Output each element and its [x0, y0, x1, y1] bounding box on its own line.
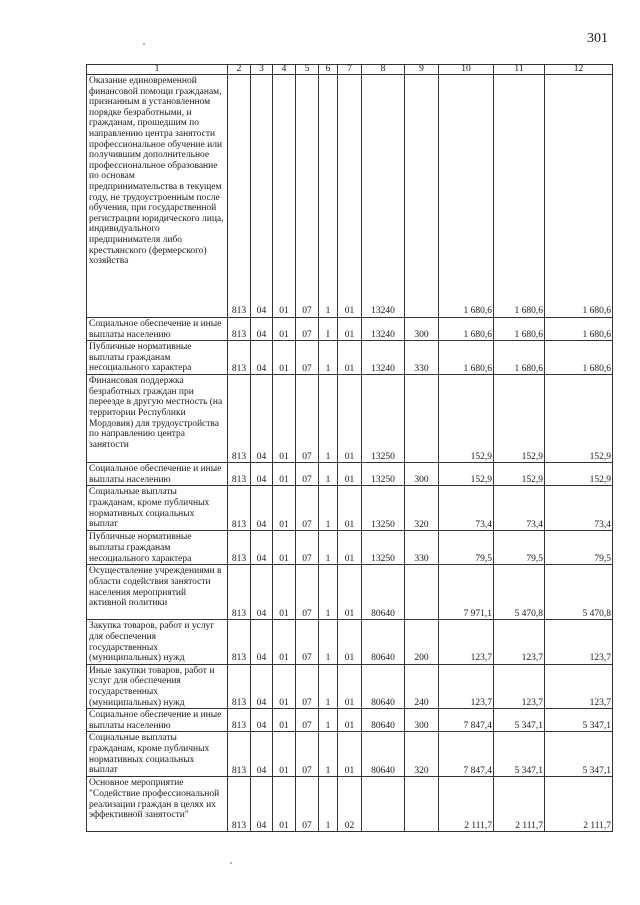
cell-section: 04 [251, 531, 273, 565]
column-header: 4 [273, 65, 296, 75]
cell-grbs: 813 [228, 664, 251, 708]
row-name: Иные закупки товаров, работ и услуг для обеспечения государственных (муниципальных) нужд [87, 664, 228, 708]
cell-direction [362, 777, 405, 832]
cell-amount-2: 152,9 [494, 375, 545, 463]
cell-expense-type: 240 [405, 664, 439, 708]
row-name: Основное мероприятие "Содействие профессиональной реализации граждан в целях их эффективной занятости" [87, 777, 228, 832]
cell-amount-2: 123,7 [494, 664, 545, 708]
cell-expense-type [405, 565, 439, 620]
cell-grbs: 813 [228, 375, 251, 463]
cell-direction: 80640 [362, 620, 405, 664]
cell-amount-2: 5 347,1 [494, 709, 545, 732]
cell-program: 07 [296, 732, 319, 777]
row-name: Публичные нормативные выплаты гражданам несоциального характера [87, 341, 228, 375]
cell-activity: 01 [338, 620, 362, 664]
cell-expense-type: 330 [405, 531, 439, 565]
cell-amount-1: 1 680,6 [439, 318, 494, 341]
column-header: 5 [296, 65, 319, 75]
cell-grbs: 813 [228, 318, 251, 341]
cell-section: 04 [251, 777, 273, 832]
table-row [87, 531, 613, 565]
cell-direction: 13240 [362, 318, 405, 341]
cell-amount-1: 7 847,4 [439, 709, 494, 732]
row-name: Закупка товаров, работ и услуг для обеспечения государственных (муниципальных) нужд [87, 620, 228, 664]
cell-activity: 01 [338, 664, 362, 708]
cell-amount-2: 79,5 [494, 531, 545, 565]
cell-amount-1: 152,9 [439, 463, 494, 486]
cell-activity: 01 [338, 375, 362, 463]
cell-direction: 13250 [362, 463, 405, 486]
cell-section: 04 [251, 620, 273, 664]
cell-program: 07 [296, 620, 319, 664]
cell-subprogram: 1 [319, 75, 338, 318]
cell-grbs: 813 [228, 75, 251, 318]
cell-program: 07 [296, 777, 319, 832]
cell-section: 04 [251, 486, 273, 531]
cell-subsection: 01 [273, 531, 296, 565]
cell-amount-2: 1 680,6 [494, 75, 545, 318]
cell-program: 07 [296, 709, 319, 732]
cell-expense-type: 200 [405, 620, 439, 664]
row-name: Осуществление учреждениями в области содействия занятости населения мероприятий активной политики [87, 565, 228, 620]
cell-direction: 80640 [362, 664, 405, 708]
cell-amount-2: 152,9 [494, 463, 545, 486]
cell-grbs: 813 [228, 620, 251, 664]
cell-grbs: 813 [228, 341, 251, 375]
column-header: 3 [251, 65, 273, 75]
cell-subprogram: 1 [319, 463, 338, 486]
cell-program: 07 [296, 75, 319, 318]
cell-section: 04 [251, 318, 273, 341]
cell-direction: 80640 [362, 732, 405, 777]
cell-subsection: 01 [273, 732, 296, 777]
table-row [87, 318, 613, 341]
cell-subsection: 01 [273, 620, 296, 664]
table-row [87, 341, 613, 375]
cell-amount-1: 123,7 [439, 664, 494, 708]
cell-program: 07 [296, 565, 319, 620]
cell-subsection: 01 [273, 463, 296, 486]
row-name: Социальное обеспечение и иные выплаты населению [87, 709, 228, 732]
cell-expense-type: 300 [405, 463, 439, 486]
cell-amount-1: 73,4 [439, 486, 494, 531]
cell-amount-1: 123,7 [439, 620, 494, 664]
column-header: 12 [545, 65, 613, 75]
row-name: Оказание единовременной финансовой помощи гражданам, признанным в установленном порядке безработными, и гражданам, прошедшим по направлению центра занятости профессиональное обучение или получившим дополнительное профессиональное образование по основам предпринимательства в текущем году, не трудоустроенным после обучения, при государственной регистрации юридического лица, индивидуального предпринимателя либо крестьянского (фермерского) хозяйства [87, 75, 228, 318]
cell-subsection: 01 [273, 75, 296, 318]
cell-expense-type [405, 375, 439, 463]
row-name: Социальные выплаты гражданам, кроме публичных нормативных социальных выплат [87, 732, 228, 777]
cell-amount-2: 1 680,6 [494, 318, 545, 341]
row-name: Финансовая поддержка безработных граждан при переезде в другую местность (на территории Республики Мордовия) для трудоустройства по направлению центра занятости [87, 375, 228, 463]
cell-activity: 02 [338, 777, 362, 832]
column-header: 10 [439, 65, 494, 75]
cell-expense-type [405, 75, 439, 318]
cell-program: 07 [296, 341, 319, 375]
cell-amount-3: 1 680,6 [545, 341, 613, 375]
cell-subprogram: 1 [319, 375, 338, 463]
cell-activity: 01 [338, 732, 362, 777]
cell-amount-3: 152,9 [545, 463, 613, 486]
table-row [87, 620, 613, 664]
cell-grbs: 813 [228, 531, 251, 565]
column-header: 8 [362, 65, 405, 75]
cell-activity: 01 [338, 709, 362, 732]
column-header: 1 [87, 65, 228, 75]
column-header: 6 [319, 65, 338, 75]
cell-program: 07 [296, 463, 319, 486]
cell-grbs: 813 [228, 565, 251, 620]
cell-amount-3: 123,7 [545, 664, 613, 708]
row-name: Публичные нормативные выплаты гражданам несоциального характера [87, 531, 228, 565]
cell-section: 04 [251, 463, 273, 486]
cell-section: 04 [251, 709, 273, 732]
row-name: Социальное обеспечение и иные выплаты населению [87, 318, 228, 341]
table-row [87, 75, 613, 318]
cell-amount-2: 5 347,1 [494, 732, 545, 777]
cell-direction: 13250 [362, 531, 405, 565]
cell-section: 04 [251, 565, 273, 620]
cell-program: 07 [296, 531, 319, 565]
cell-subsection: 01 [273, 777, 296, 832]
cell-subprogram: 1 [319, 565, 338, 620]
cell-expense-type: 300 [405, 318, 439, 341]
cell-activity: 01 [338, 486, 362, 531]
cell-activity: 01 [338, 341, 362, 375]
cell-amount-2: 5 470,8 [494, 565, 545, 620]
cell-expense-type: 330 [405, 341, 439, 375]
cell-direction: 13240 [362, 341, 405, 375]
table-row [87, 777, 613, 832]
cell-amount-1: 79,5 [439, 531, 494, 565]
cell-amount-3: 2 111,7 [545, 777, 613, 832]
cell-amount-1: 7 971,1 [439, 565, 494, 620]
cell-subprogram: 1 [319, 709, 338, 732]
cell-grbs: 813 [228, 732, 251, 777]
cell-grbs: 813 [228, 709, 251, 732]
table-row [87, 486, 613, 531]
cell-section: 04 [251, 375, 273, 463]
scan-mark [143, 43, 145, 45]
cell-subprogram: 1 [319, 620, 338, 664]
column-header: 9 [405, 65, 439, 75]
cell-amount-2: 2 111,7 [494, 777, 545, 832]
cell-subsection: 01 [273, 318, 296, 341]
cell-amount-3: 5 470,8 [545, 565, 613, 620]
budget-table [86, 64, 613, 832]
cell-subprogram: 1 [319, 341, 338, 375]
column-header: 2 [228, 65, 251, 75]
cell-subprogram: 1 [319, 732, 338, 777]
cell-direction: 13240 [362, 75, 405, 318]
cell-subprogram: 1 [319, 664, 338, 708]
cell-amount-3: 1 680,6 [545, 318, 613, 341]
cell-amount-2: 123,7 [494, 620, 545, 664]
cell-grbs: 813 [228, 486, 251, 531]
cell-subprogram: 1 [319, 486, 338, 531]
cell-amount-3: 152,9 [545, 375, 613, 463]
cell-amount-1: 152,9 [439, 375, 494, 463]
cell-amount-1: 1 680,6 [439, 341, 494, 375]
cell-program: 07 [296, 486, 319, 531]
cell-amount-1: 2 111,7 [439, 777, 494, 832]
table-row [87, 463, 613, 486]
column-header: 7 [338, 65, 362, 75]
cell-grbs: 813 [228, 777, 251, 832]
cell-subprogram: 1 [319, 531, 338, 565]
cell-program: 07 [296, 664, 319, 708]
cell-subsection: 01 [273, 375, 296, 463]
cell-subsection: 01 [273, 709, 296, 732]
cell-subsection: 01 [273, 565, 296, 620]
column-header: 11 [494, 65, 545, 75]
cell-subsection: 01 [273, 341, 296, 375]
cell-amount-3: 1 680,6 [545, 75, 613, 318]
cell-expense-type: 320 [405, 732, 439, 777]
cell-activity: 01 [338, 531, 362, 565]
cell-activity: 01 [338, 318, 362, 341]
cell-amount-3: 79,5 [545, 531, 613, 565]
cell-activity: 01 [338, 75, 362, 318]
table-row [87, 732, 613, 777]
cell-subsection: 01 [273, 486, 296, 531]
cell-amount-2: 1 680,6 [494, 341, 545, 375]
cell-subprogram: I [319, 318, 338, 341]
cell-expense-type [405, 777, 439, 832]
cell-expense-type: 300 [405, 709, 439, 732]
scan-mark [230, 862, 232, 864]
cell-amount-3: 73,4 [545, 486, 613, 531]
table-row [87, 709, 613, 732]
table-row [87, 565, 613, 620]
cell-direction: 13250 [362, 486, 405, 531]
cell-activity: 01 [338, 565, 362, 620]
cell-amount-3: 5 347,1 [545, 709, 613, 732]
row-name: Социальные выплаты гражданам, кроме публичных нормативных социальных выплат [87, 486, 228, 531]
cell-section: 04 [251, 664, 273, 708]
cell-amount-1: 7 847,4 [439, 732, 494, 777]
cell-section: 04 [251, 75, 273, 318]
row-name: Социальное обеспечение и иные выплаты населению [87, 463, 228, 486]
cell-program: 07 [296, 375, 319, 463]
cell-amount-3: 123,7 [545, 620, 613, 664]
cell-direction: 13250 [362, 375, 405, 463]
cell-amount-3: 5 347,1 [545, 732, 613, 777]
cell-expense-type: 320 [405, 486, 439, 531]
cell-activity: 01 [338, 463, 362, 486]
cell-direction: 80640 [362, 565, 405, 620]
cell-grbs: 813 [228, 463, 251, 486]
table-row [87, 375, 613, 463]
cell-section: 04 [251, 341, 273, 375]
cell-direction: 80640 [362, 709, 405, 732]
cell-program: 07 [296, 318, 319, 341]
cell-section: 04 [251, 732, 273, 777]
header-row [87, 65, 613, 75]
cell-amount-1: 1 680,6 [439, 75, 494, 318]
cell-subsection: 01 [273, 664, 296, 708]
cell-amount-2: 73,4 [494, 486, 545, 531]
page-number: 301 [587, 31, 608, 46]
table-row [87, 664, 613, 708]
cell-subprogram: 1 [319, 777, 338, 832]
